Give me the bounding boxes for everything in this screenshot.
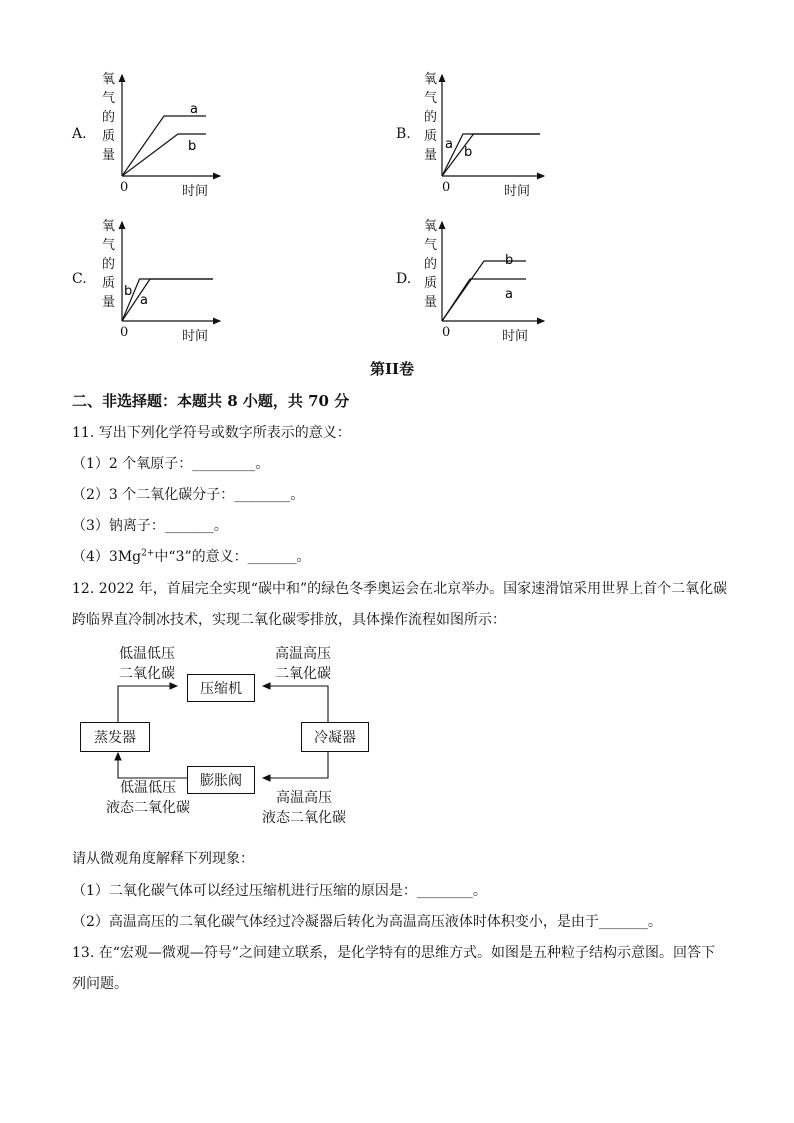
section-heading: 二、非选择题：本题共 8 小题，共 70 分	[72, 392, 350, 410]
series-line-b	[442, 261, 526, 321]
y-axis-label: 氧 气 的 质 量	[102, 219, 116, 310]
option-letter: C.	[72, 271, 87, 287]
chart-plot	[394, 217, 554, 347]
series-line-a	[442, 279, 526, 321]
series-line-b	[442, 134, 540, 176]
q11-item-2: （2）3 个二氧化碳分子：________。	[72, 487, 305, 503]
series-line-a	[442, 134, 540, 176]
label-top-right: 高温高压 二氧化碳	[275, 646, 331, 682]
curve-label-a: a	[505, 287, 513, 302]
condenser-box: 冷凝器	[301, 722, 369, 752]
option-letter: B.	[396, 126, 411, 142]
y-axis-label: 氧 气 的 质 量	[424, 72, 438, 163]
chart-option-a	[70, 70, 230, 200]
chart-option-b	[394, 70, 554, 200]
y-axis-label: 氧 气 的 质 量	[102, 72, 116, 163]
curve-label-a: a	[190, 102, 198, 117]
label-top-left: 低温低压 二氧化碳	[119, 646, 175, 682]
q12-line-2: 跨临界直冷制冰技术，实现二氧化碳零排放，具体操作流程如图所示：	[72, 612, 506, 628]
volume-title: 第II卷	[370, 360, 415, 378]
x-axis-label: 时间	[504, 184, 531, 199]
chart-option-c	[70, 217, 230, 347]
curve-label-b: b	[505, 253, 514, 268]
valve-box: 膨胀阀	[187, 766, 255, 794]
arrow-evaporator-to-compressor	[118, 686, 177, 722]
origin-label: 0	[442, 180, 451, 195]
q13-line-2: 列问题。	[72, 976, 128, 992]
arrow-valve-to-evaporator	[118, 753, 187, 778]
origin-label: 0	[120, 325, 129, 340]
origin-label: 0	[442, 325, 451, 340]
q13-line-1: 13. 在“宏观—微观—符号”之间建立联系，是化学特有的思维方式。如图是五种粒子结构示意图。回答下	[72, 945, 716, 961]
q12-line-1: 12. 2022 年，首届完全实现“碳中和”的绿色冬季奥运会在北京举办。国家速滑馆采用世界上首个二氧化碳	[72, 581, 728, 597]
curve-label-b: b	[124, 284, 133, 299]
compressor-box: 压缩机	[187, 674, 255, 702]
q11-item-1: （1）2 个氧原子：_________。	[72, 456, 270, 472]
option-letter: A.	[72, 126, 87, 142]
curve-label-a: a	[445, 137, 453, 152]
option-letter: D.	[396, 271, 412, 287]
label-bottom-right: 高温高压 液态二氧化碳	[262, 790, 346, 826]
q12-item-2: （2）高温高压的二氧化碳气体经过冷凝器后转化为高温高压液体时体积变小，是由于_______。	[72, 914, 662, 930]
y-axis-label: 氧 气 的 质 量	[424, 219, 438, 310]
arrow-condenser-to-valve	[263, 750, 328, 778]
co2-flow-diagram	[70, 640, 370, 840]
q11-item-3: （3）钠离子：_______。	[72, 518, 228, 534]
curve-label-b: b	[464, 145, 473, 160]
q11-stem: 11. 写出下列化学符号或数字所表示的意义：	[72, 425, 351, 441]
q12-item-1: （1）二氧化碳气体可以经过压缩机进行压缩的原因是：________。	[72, 883, 487, 899]
x-axis-label: 时间	[182, 329, 209, 344]
curve-label-a: a	[140, 293, 148, 308]
origin-label: 0	[120, 180, 129, 195]
label-bottom-left: 低温低压 液态二氧化碳	[106, 780, 190, 816]
curve-label-b: b	[188, 139, 197, 154]
evaporator-box: 蒸发器	[80, 722, 150, 752]
x-axis-label: 时间	[502, 329, 529, 344]
q11-item-4: $(4)3Mg^{2+}$中“3”的意义：_______。	[72, 548, 311, 565]
series-line-a	[122, 279, 213, 321]
arrow-compressor-to-condenser	[263, 686, 328, 722]
q12-prompt: 请从微观角度解释下列现象：	[72, 851, 254, 867]
x-axis-label: 时间	[182, 184, 209, 199]
chart-option-d	[394, 217, 554, 347]
